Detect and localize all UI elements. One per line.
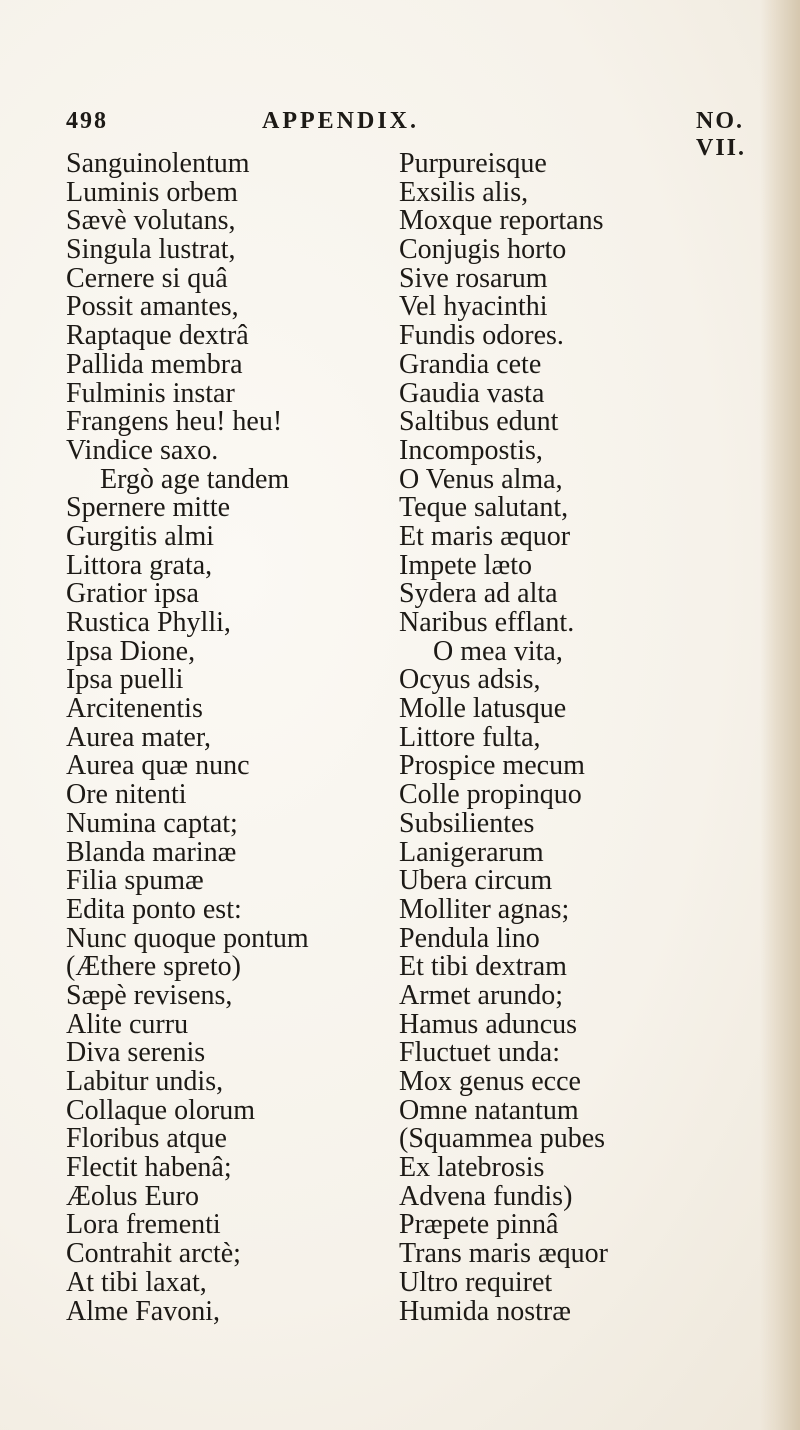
verse-line: Impete læto — [399, 549, 532, 581]
verse-line: Edita ponto est: — [66, 893, 242, 925]
verse-line: Advena fundis) — [399, 1180, 573, 1212]
verse-line: Vindice saxo. — [66, 434, 219, 466]
verse-line: Trans maris æquor — [399, 1238, 608, 1270]
verse-line: Sive rosarum — [399, 262, 548, 294]
page-edge-shadow — [760, 0, 800, 1430]
verse-line: Labitur undis, — [66, 1066, 224, 1097]
verse-line: Purpureisque — [399, 148, 547, 179]
verse-line: Vel hyacinthi — [399, 291, 548, 323]
left-column — [66, 150, 406, 1326]
verse-line: Moxque reportans — [399, 205, 604, 237]
verse-line: Nunc quoque pontum — [66, 922, 309, 954]
verse-line: Frangens heu! heu! — [66, 406, 283, 438]
verse-line: Grandia cete — [399, 348, 542, 380]
verse-line: Possit amantes, — [66, 291, 239, 323]
verse-line: Raptaque dextrâ — [66, 320, 249, 352]
verse-line: Ubera circum — [399, 865, 553, 897]
verse-line: Molliter agnas; — [399, 893, 570, 925]
verse-line: Præpete pinnâ — [399, 1209, 559, 1241]
verse-line: Fluctuet unda: — [399, 1037, 560, 1069]
verse-line: O mea vita, — [433, 635, 563, 667]
verse-line: Pendula lino — [399, 922, 540, 954]
verse-line: Sydera ad alta — [399, 578, 558, 610]
verse-line: Blanda marinæ — [66, 836, 237, 868]
verse-line: Incompostis, — [399, 434, 543, 466]
verse-line: Singula lustrat, — [66, 234, 236, 266]
verse-line: Armet arundo; — [399, 979, 564, 1011]
verse-line: Conjugis horto — [399, 234, 567, 266]
verse-line: Teque salutant, — [399, 492, 569, 524]
verse-line: Subsilientes — [399, 807, 535, 839]
verse-line: Gurgitis almi — [66, 520, 215, 552]
verse-line: Pallida membra — [66, 348, 243, 380]
verse-line: Numina captat; — [66, 807, 238, 839]
verse-line: Et tibi dextram — [399, 951, 567, 983]
verse-line: O Venus alma, — [399, 463, 563, 495]
verse-line: Lora frementi — [66, 1209, 221, 1241]
verse-line: Mox genus ecce — [399, 1066, 581, 1097]
verse-line: Naribus efflant. — [399, 607, 575, 638]
running-header — [66, 108, 766, 161]
verse-line: Fundis odores. — [399, 320, 564, 352]
verse-line: Diva serenis — [66, 1037, 206, 1069]
section-number: NO. VII. — [696, 108, 747, 161]
verse-line: Humida nostræ — [399, 1295, 571, 1327]
verse-line: Sævè volutans, — [66, 205, 236, 237]
verse-line: Floribus atque — [66, 1123, 227, 1155]
verse-line: Filia spumæ — [66, 865, 204, 897]
verse-line: Omne natantum — [399, 1094, 579, 1126]
verse-line: Contrahit arctè; — [66, 1238, 241, 1270]
verse-line: Gratior ipsa — [66, 578, 199, 610]
verse-line: Sanguinolentum — [66, 148, 250, 179]
verse-line: Spernere mitte — [66, 492, 231, 524]
verse-line: Sæpè revisens, — [66, 979, 233, 1011]
verse-line: (Æthere spreto) — [66, 951, 241, 983]
verse-line: At tibi laxat, — [66, 1266, 207, 1298]
verse-line: Ultro requiret — [399, 1266, 553, 1298]
verse-line: Lanigerarum — [399, 836, 544, 868]
verse-line: Cernere si quâ — [66, 262, 228, 294]
verse-line: Rustica Phylli, — [66, 607, 231, 638]
verse-line: Ergò age tandem — [100, 463, 290, 495]
verse-line: Molle latusque — [399, 693, 567, 725]
verse-line: Littore fulta, — [399, 721, 541, 753]
verse-line: Hamus aduncus — [399, 1008, 578, 1040]
verse-line: (Squammea pubes — [399, 1123, 606, 1155]
verse-line: Exsilis alis, — [399, 176, 529, 208]
verse-line: Ipsa Dione, — [66, 635, 196, 667]
verse-line: Ore nitenti — [66, 779, 187, 811]
verse-line: Gaudia vasta — [399, 377, 545, 409]
verse-line: Luminis orbem — [66, 176, 238, 208]
verse-line: Littora grata, — [66, 549, 213, 581]
verse-line: Colle propinquo — [399, 779, 582, 811]
verse-line: Arcitenentis — [66, 693, 203, 725]
page-number: 498 — [66, 108, 108, 134]
verse-line: Aurea mater, — [66, 721, 212, 753]
verse-line: Et maris æquor — [399, 520, 571, 552]
verse-line: Ipsa puelli — [66, 664, 184, 696]
verse-line: Ocyus adsis, — [399, 664, 541, 696]
verse-line: Ex latebrosis — [399, 1152, 545, 1184]
verse-line: Flectit habenâ; — [66, 1152, 232, 1184]
verse-line: Prospice mecum — [399, 750, 585, 782]
right-column — [399, 150, 739, 1326]
verse-line: Aurea quæ nunc — [66, 750, 250, 782]
running-title: APPENDIX. — [262, 108, 419, 134]
verse-line: Alite curru — [66, 1008, 189, 1040]
verse-line: Fulminis instar — [66, 377, 235, 409]
verse-line: Collaque olorum — [66, 1094, 255, 1126]
verse-line: Alme Favoni, — [66, 1295, 220, 1327]
verse-line: Æolus Euro — [66, 1180, 199, 1212]
verse-line: Saltibus edunt — [399, 406, 559, 438]
